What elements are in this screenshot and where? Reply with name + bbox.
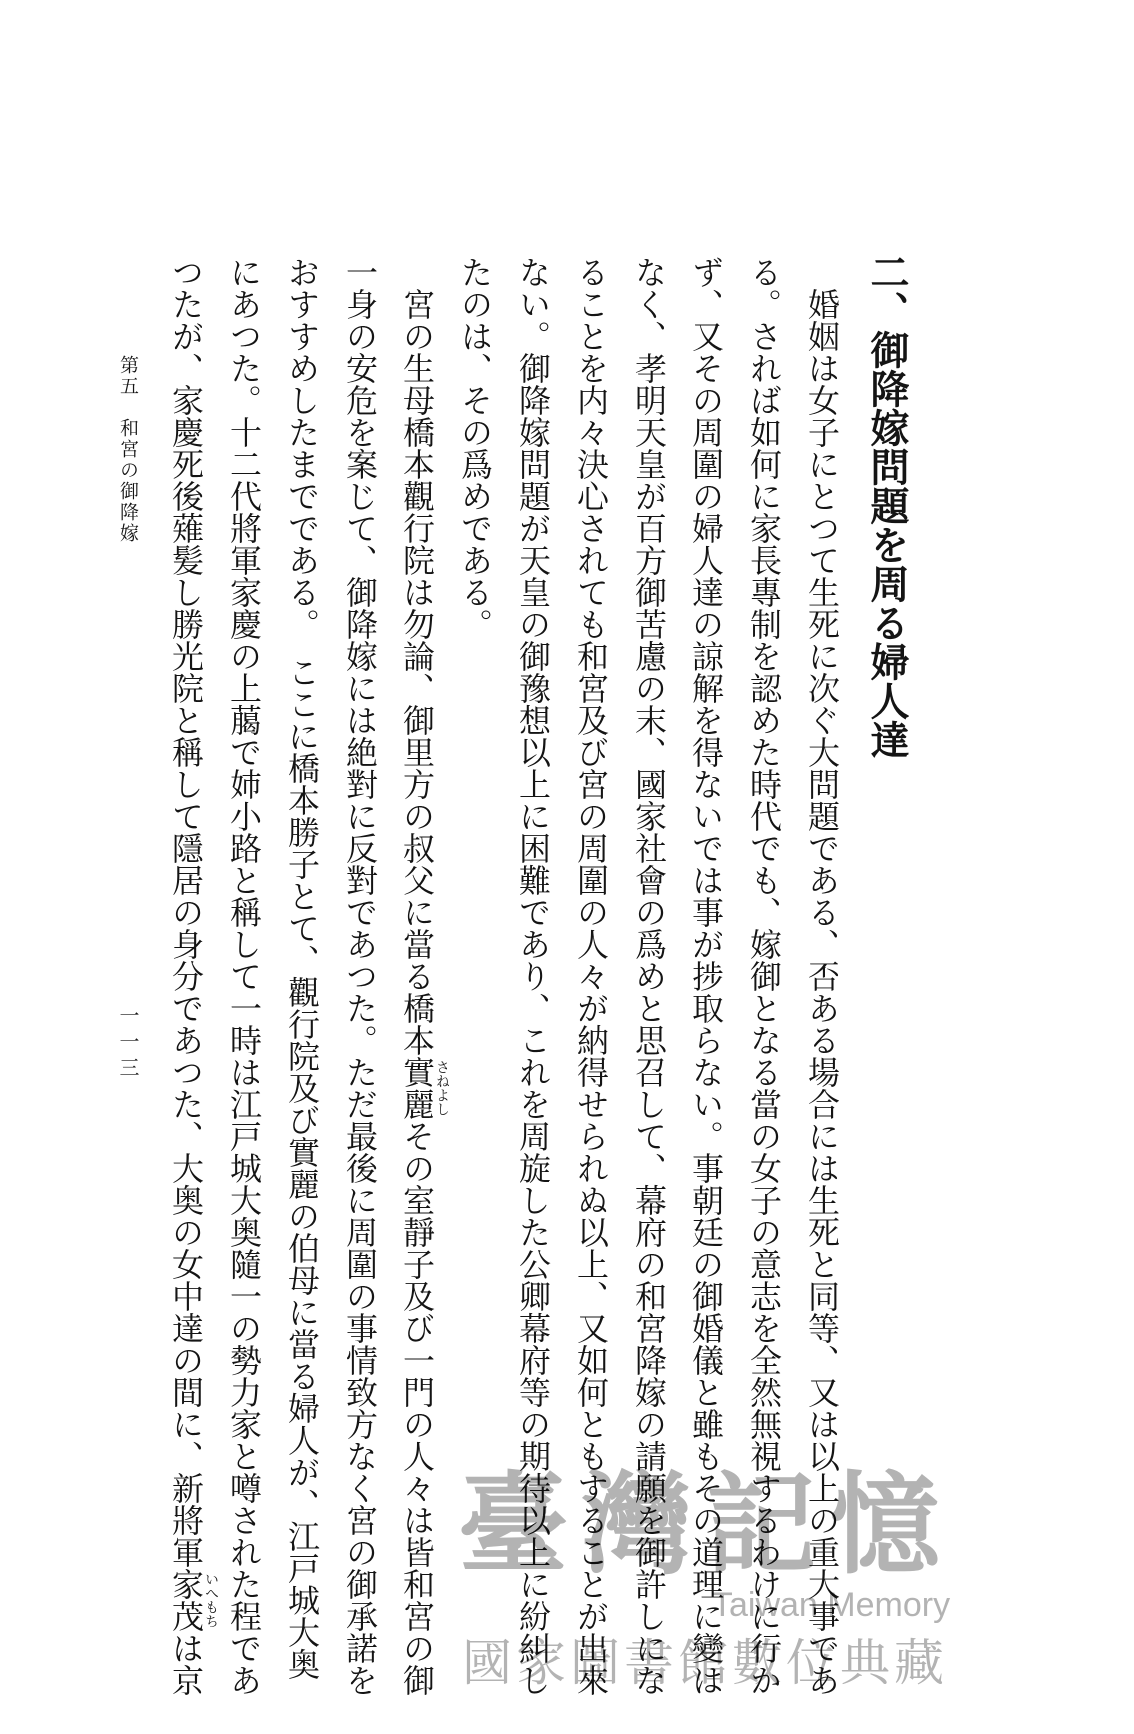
text-segment: つたが、家慶死後薙髪し勝光院と稱して隱居の身分であつた、大奥の女中達の間に、新將軍: [167, 256, 205, 1568]
text-column-5: ることを内々決心されても和宮及び宮の周圍の人々が納得せられぬ以上、又如何ともすることが出來: [572, 256, 610, 1696]
text-column-9: 一身の安危を案じて、御降嫁には絶對に反對であつた。ただ最後に周圍の事情致方なく宮の御承諾を: [341, 256, 379, 1696]
text-column-7: たのは、その爲めである。: [456, 256, 494, 640]
text-column-10: おすすめしたまでである。 ここに橋本勝子とて、觀行院及び實麗の伯母に當る婦人が、江戸城大奥: [283, 256, 321, 1680]
text-column-8: [397, 256, 437, 1696]
ruby-annotation: いへもち: [203, 1572, 219, 1628]
text-column-4: なく、孝明天皇が百方御苦慮の末、國家社會の爲めと思召して、幕府の和宮降嫁の請願を御許しにな: [630, 256, 668, 1696]
text-column-6: ない。御降嫁問題が天皇の御豫想以上に困難であり、これを周旋した公卿幕府等の期待以上に紛糾し: [514, 256, 552, 1696]
text-segment: は京: [167, 1632, 205, 1696]
text-column-2: る。されば如何に家長專制を認めた時代でも、嫁御となる當の女子の意志を全然無視するわけに行か: [745, 256, 783, 1696]
text-column-1: 婚姻は女子にとつて生死に次ぐ大問題である、否ある場合には生死と同等、又は以上の重大事であ: [803, 288, 841, 1696]
watermark-institution: 國家圖書館數位典藏: [462, 1634, 948, 1692]
ruby-annotation: さねよし: [434, 1060, 450, 1116]
text-segment: 宮の生母橋本觀行院は勿論、御里方の叔父に當る橋本: [398, 288, 436, 1056]
text-segment: その室靜子及び一門の人々は皆和宮の御: [398, 1120, 436, 1696]
page-number: 一一三: [116, 1005, 140, 1083]
watermark-title: 臺灣記憶: [458, 1460, 954, 1589]
watermark-english: Taiwan Memory: [712, 1586, 951, 1624]
running-head: 第五 和宮の御降嫁: [117, 355, 139, 544]
text-column-12: [166, 256, 206, 1696]
section-heading: 二、御降嫁問題を周る婦人達: [864, 252, 909, 759]
ruby-base: 家茂: [167, 1568, 205, 1632]
ruby-base: 實麗: [398, 1056, 436, 1120]
text-column-11: にあつた。十二代將軍家慶の上﨟で姉小路と稱して一時は江戸城大奥隨一の勢力家と噂された程であ: [225, 256, 263, 1696]
text-column-3: ず、又その周圍の婦人達の諒解を得ないでは事が捗取らない。事朝廷の御婚儀と雖もその道理に變は: [687, 256, 725, 1696]
